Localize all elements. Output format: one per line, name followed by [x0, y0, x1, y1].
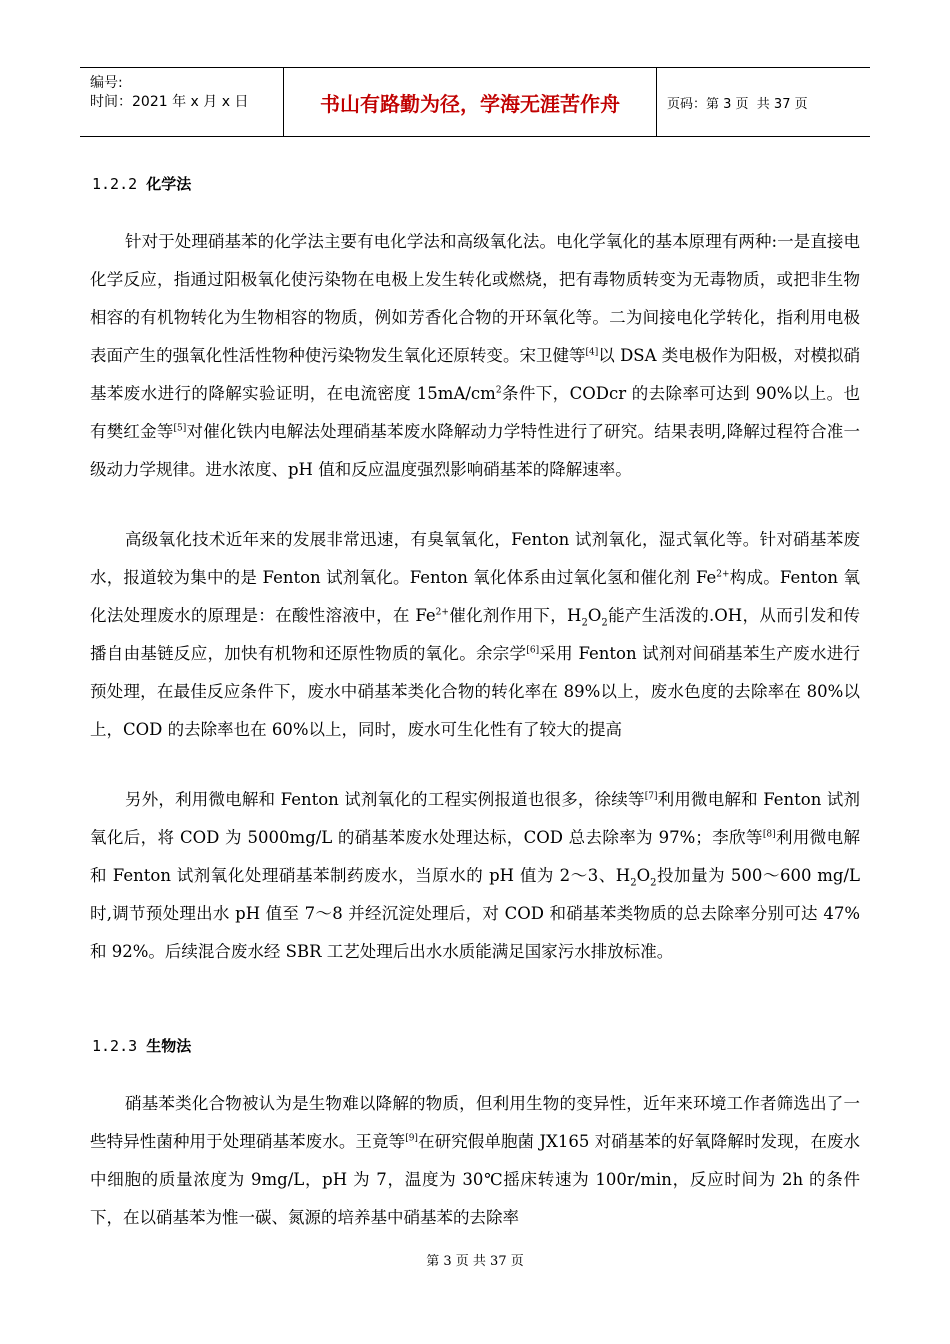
header-page-info [657, 68, 870, 136]
citation-ref: [6] [526, 645, 540, 656]
section-title: 生物法 [146, 1037, 192, 1055]
section-heading-chem [92, 173, 191, 194]
section-title: 化学法 [146, 175, 192, 193]
header-meta [80, 68, 283, 136]
citation-ref: [7] [644, 791, 658, 802]
section-heading-bio [92, 1035, 191, 1056]
citation-ref: [8] [762, 829, 776, 840]
citation-ref: [9] [405, 1133, 418, 1144]
citation-ref: [5] [173, 423, 187, 434]
header-time: 时间：2021 年 x 月 x 日 [90, 94, 249, 110]
header-number: 编号: [90, 75, 123, 91]
section-number: 1.2.2 [92, 175, 138, 193]
page-footer: 第 3 页 共 37 页 [426, 1254, 524, 1269]
citation-ref: [4] [585, 347, 599, 358]
section-number: 1.2.3 [92, 1037, 138, 1055]
paragraph-4: 硝基苯类化合物被认为是生物难以降解的物质，但利用生物的变异性，近年来环境工作者筛选出了一些特异性菌种用于处理硝基苯废水。王竟等[9]在研究假单胞菌 JX165 对硝基苯的好氧降解时发现，在废水中细胞的质量浓度为 9mg/L，pH 为 7，温度为 30℃摇床转速为 100r/min，反应时间为 2h 的条件下，在以硝基苯为惟一碳、氮源的培养基中硝基苯的去除率 [90, 1094, 861, 1227]
paragraph-2: 高级氧化技术近年来的发展非常迅速，有臭氧氧化，Fenton 试剂氧化，湿式氧化等。针对硝基苯废水，报道较为集中的是 Fenton 试剂氧化。Fenton 氧化体系由过氧化氢和催化剂 $Fe^{2+}$构成。Fenton 氧化法处理废水的原理是：在酸性溶液中，在 $Fe^{2+}$催化剂作用下，$H_2O_2$能产生活泼的.OH，从而引发和传播自由基链反应，加快有机物和还原性物质的氧化。余宗学[6]采用 Fenton 试剂对间硝基苯生产废水进行预处理，在最佳反应条件下，废水中硝基苯类化合物的转化率在 89%以上，废水色度的去除率在 80%以上，COD 的去除率也在 60%以上，同时，废水可生化性有了较大的提高 [90, 530, 861, 739]
paragraph-3: 另外，利用微电解和 Fenton 试剂氧化的工程实例报道也很多，徐续等[7]利用微电解和 Fenton 试剂氧化后，将 COD 为 5000mg/L 的硝基苯废水处理达标，COD 总去除率为 97%；李欣等[8]利用微电解和 Fenton 试剂氧化处理硝基苯制药废水，当原水的 pH 值为 2～3、$H_2O_2$投加量为 500～600 mg/L 时,调节预处理出水 pH 值至 7～8 并经沉淀处理后，对 COD 和硝基苯类物质的总去除率分别可达 47%和 92%。后续混合废水经 SBR 工艺处理后出水水质能满足国家污水排放标准。 [90, 790, 861, 961]
header-page-text: 页码：第 3 页 共 37 页 [667, 96, 808, 112]
page-header [80, 67, 870, 137]
header-motto: 书山有路勤为径，学海无涯苦作舟 [283, 68, 657, 136]
paragraph-1: 针对于处理硝基苯的化学法主要有电化学法和高级氧化法。电化学氧化的基本原理有两种:一是直接电化学反应，指通过阳极氧化使污染物在电极上发生转化或燃烧，把有毒物质转变为无毒物质，或把非生物相容的有机物转化为生物相容的物质，例如芳香化合物的开环氧化等。二为间接电化学转化，指利用电极表面产生的强氧化性活性物种使污染物发生氧化还原转变。宋卫健等[4]以 DSA 类电极作为阳极，对模拟硝基苯废水进行的降解实验证明，在电流密度 $15mA/cm^2$条件下，CODcr 的去除率可达到 90%以上。也有樊红金等[5]对催化铁内电解法处理硝基苯废水降解动力学特性进行了研究。结果表明,降解过程符合准一级动力学规律。进水浓度、pH 值和反应温度强烈影响硝基苯的降解速率。 [90, 232, 861, 479]
